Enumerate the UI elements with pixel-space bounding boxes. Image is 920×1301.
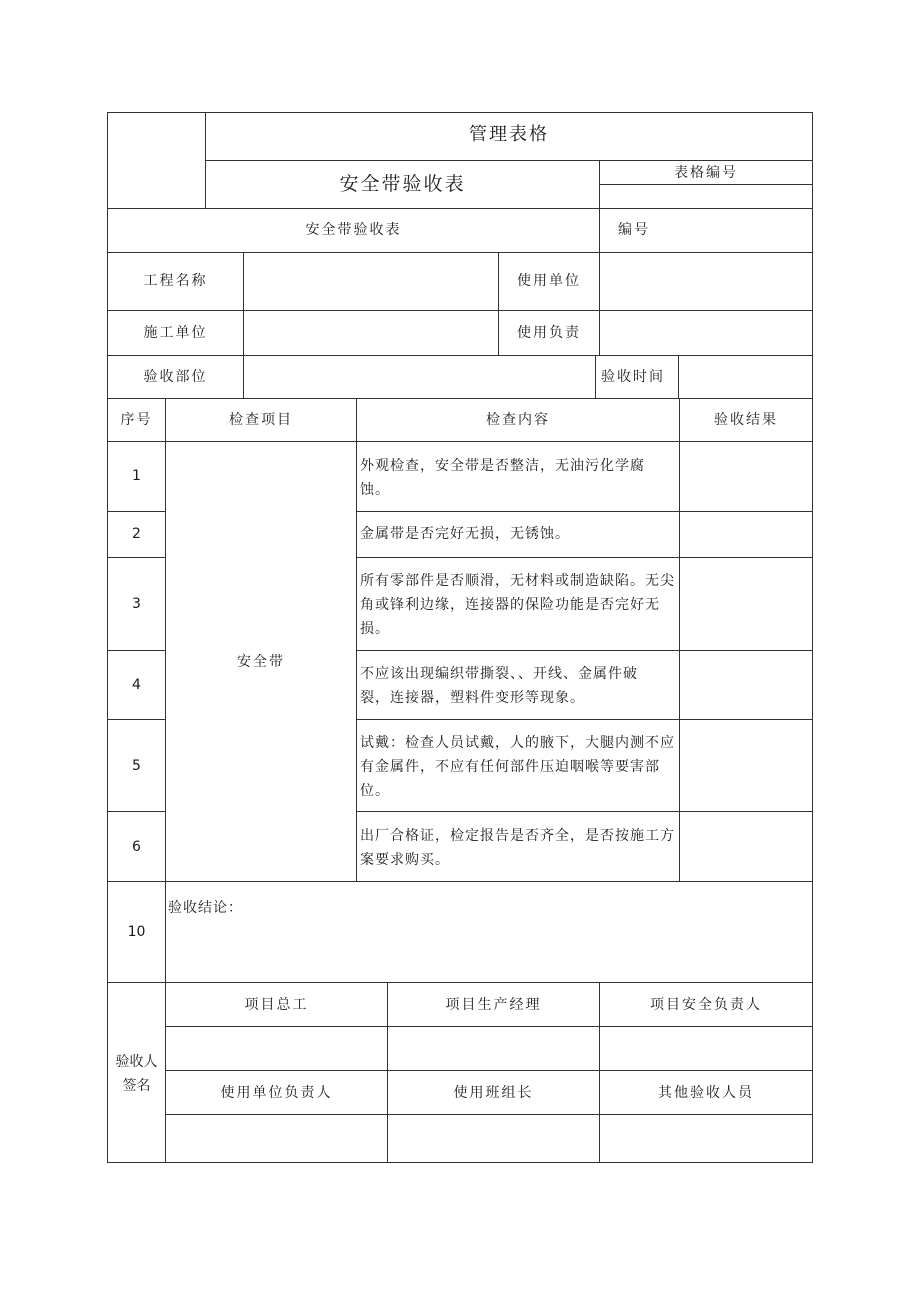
number-label: 编号 <box>618 222 650 238</box>
rule <box>357 557 813 558</box>
rule <box>107 982 813 983</box>
form-title: 安全带验收表 <box>339 173 466 195</box>
row-content: 不应该出现编织带撕裂、、开线、金属件破裂，连接器，塑料件变形等现象。 <box>360 666 638 706</box>
conclusion-number: 10 <box>127 924 146 940</box>
col-header-no: 序号 <box>120 412 153 428</box>
signature-field-chief-engineer[interactable] <box>166 1027 387 1070</box>
inspection-item: 安全带 <box>237 654 285 670</box>
signature-field-other-inspectors[interactable] <box>600 1115 812 1162</box>
main-title: 管理表格 <box>469 124 549 145</box>
rule <box>107 441 813 442</box>
rule <box>107 650 166 651</box>
rule <box>357 719 813 720</box>
col-header-item: 检查项目 <box>229 412 293 428</box>
user-responsible-label: 使用负责 <box>517 325 581 341</box>
user-unit-label: 使用单位 <box>517 273 581 289</box>
rule <box>357 511 813 512</box>
role-user-unit-lead: 使用单位负责人 <box>220 1085 333 1101</box>
rule <box>599 252 600 355</box>
rule <box>107 208 813 209</box>
rule <box>107 511 166 512</box>
signature-label-line2: 签名 <box>122 1078 151 1094</box>
row-number: 4 <box>132 677 141 693</box>
signature-field-production-manager[interactable] <box>388 1027 599 1070</box>
rule <box>357 811 813 812</box>
col-header-result: 验收结果 <box>714 412 778 428</box>
rule <box>166 1070 813 1071</box>
row-number: 5 <box>132 758 141 774</box>
border-bottom <box>107 1162 813 1163</box>
role-chief-engineer: 项目总工 <box>244 997 309 1013</box>
row-content: 外观检查，安全带是否整洁，无油污化学腐蚀。 <box>360 458 645 498</box>
rule <box>107 252 813 253</box>
rule <box>243 252 244 398</box>
rule <box>107 719 166 720</box>
form-name: 安全带验收表 <box>305 222 402 238</box>
acceptance-part-label: 验收部位 <box>143 369 208 385</box>
role-safety-lead: 项目安全负责人 <box>650 997 762 1013</box>
rule <box>107 310 813 311</box>
role-other-inspectors: 其他验收人员 <box>658 1085 754 1101</box>
signature-label-line1: 验收人 <box>115 1054 158 1070</box>
row-number: 6 <box>132 839 141 855</box>
form-code-label: 表格编号 <box>674 165 738 181</box>
row-content: 金属带是否完好无损，无锈蚀。 <box>360 526 570 542</box>
rule <box>107 398 813 399</box>
rule <box>107 355 813 356</box>
acceptance-time-label: 验收时间 <box>601 369 665 385</box>
signature-field-team-leader[interactable] <box>388 1115 599 1162</box>
role-production-manager: 项目生产经理 <box>445 997 542 1013</box>
row-number: 3 <box>132 596 141 612</box>
rule <box>595 355 596 398</box>
rule <box>107 557 166 558</box>
rule <box>357 650 813 651</box>
row-content: 出厂合格证，检定报告是否齐全，是否按施工方案要求购买。 <box>360 828 675 868</box>
project-name-label: 工程名称 <box>143 273 208 289</box>
signature-field-safety-lead[interactable] <box>600 1027 812 1070</box>
role-team-leader: 使用班组长 <box>453 1085 534 1101</box>
row-number: 1 <box>132 468 141 484</box>
rule <box>107 811 166 812</box>
col-header-content: 检查内容 <box>486 412 550 428</box>
row-number: 2 <box>132 526 141 542</box>
rule <box>107 881 813 882</box>
border-top <box>107 112 813 113</box>
signature-field-user-unit-lead[interactable] <box>166 1115 387 1162</box>
border-right <box>812 112 813 1163</box>
conclusion-label: 验收结论： <box>168 900 243 916</box>
rule <box>678 355 679 398</box>
construction-unit-label: 施工单位 <box>143 325 208 341</box>
row-content: 所有零部件是否顺滑，无材料或制造缺陷。无尖角或锋利边缘，连接器的保险功能是否完好无损。 <box>360 573 675 637</box>
row-content: 试戴：检查人员试戴，人的腋下，大腿内测不应有金属件，不应有任何部件压迫咽喉等要害部位。 <box>360 735 675 799</box>
rule <box>356 398 357 881</box>
